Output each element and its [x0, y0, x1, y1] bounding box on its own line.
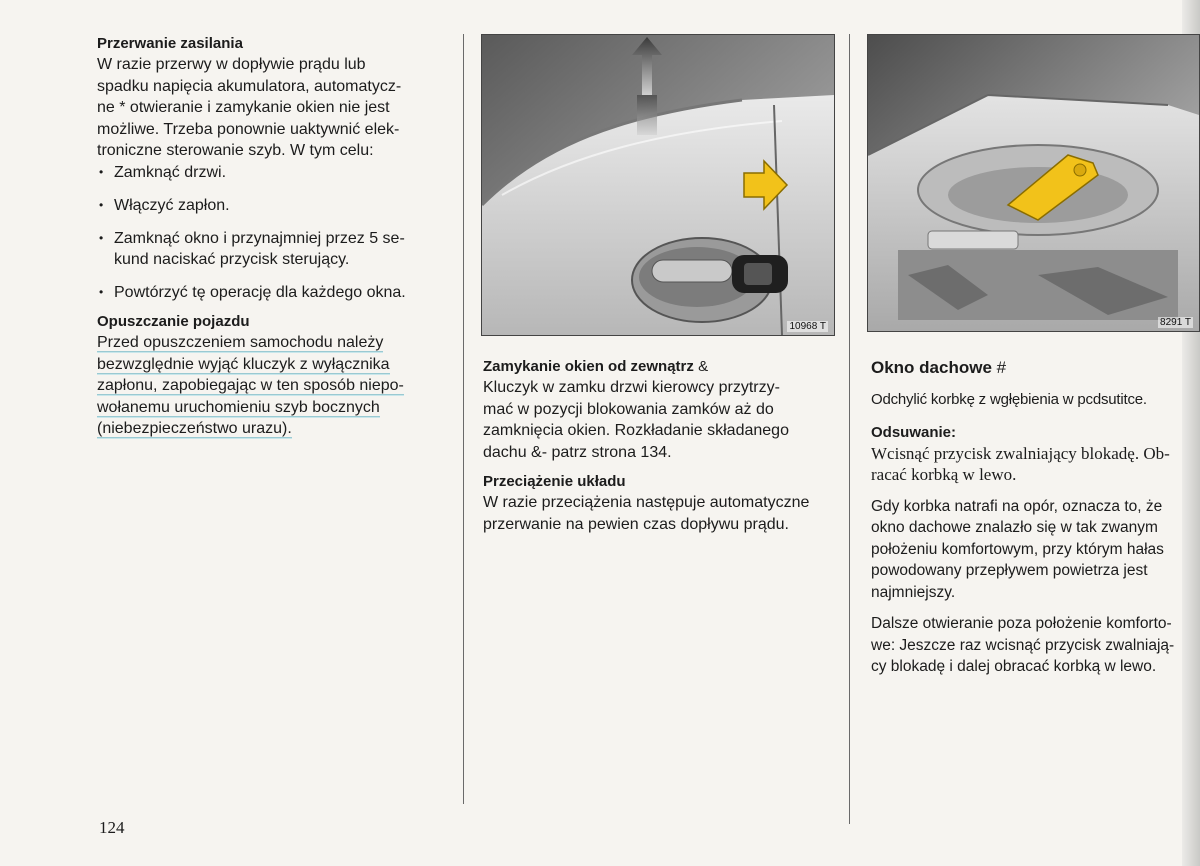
text-line: dachu &- patrz strona 134.	[483, 443, 672, 461]
column-divider	[849, 34, 850, 824]
bullet-text: • Zamknąć okno i przynajmniej przez 5 se-	[114, 229, 405, 247]
warning-line: wołanemu uruchomieniu szyb bocznych	[97, 398, 380, 416]
text-line: zamknięcia okien. Rozkładanie składanego	[483, 422, 789, 439]
text-line: we: Jeszcze raz wcisnąć przycisk zwalniają-	[871, 636, 1175, 654]
heading-power-interruption: Przerwanie zasilania	[97, 35, 243, 52]
text-line: Wcisnąć przycisk zwalniający blokadę. Ob-	[871, 443, 1170, 463]
right-column	[871, 357, 1196, 678]
bullet-text: Włączyć zapłon.	[114, 197, 230, 214]
warning-line: zapłonu, zapobiegając w ten sposób niepo-	[97, 377, 404, 394]
text-line: możliwe. Trzeba ponownie uaktywnić elek-	[97, 120, 400, 138]
text-line: najmniejszy.	[871, 583, 956, 601]
figure-door-lock	[481, 34, 835, 336]
figure-id-label: 8291 T	[1160, 317, 1191, 328]
heading-text: Zamykanie okien od zewnątrz	[483, 358, 694, 375]
para-further-opening	[871, 613, 1196, 678]
bullet-text: kund naciskać przycisk sterujący.	[114, 251, 350, 268]
text-line: W razie przeciążenia następuje automatyczne	[483, 494, 810, 511]
text-line: Dalsze otwieranie poza położenie komforto-	[871, 615, 1172, 632]
text-line: spadku napięcia akumulatora, automatycz-	[97, 77, 402, 95]
text-line: okno dachowe znalazło się w tak zwanym	[871, 519, 1158, 536]
bullet-ignition-on	[97, 195, 442, 217]
left-column	[97, 34, 442, 440]
text-line: powodowany przepływem powietrza jest	[871, 562, 1148, 579]
figure-id-label: 10968 T	[789, 321, 826, 332]
text-line: ne * otwieranie i zamykanie okien nie jest	[97, 99, 390, 116]
bullet-close-doors	[97, 162, 442, 184]
heading-system-overload: Przeciążenie układu	[483, 473, 626, 490]
warning-line: (niebezpieczeństwo urazu).	[97, 420, 292, 437]
middle-column	[483, 357, 828, 535]
text-line: Kluczyk w zamku drzwi kierowcy przytrzy-	[483, 379, 780, 396]
para-power-interruption	[97, 54, 442, 162]
para-comfort-position	[871, 496, 1196, 604]
text-line: cy blokadę i dalej obracać korbką w lewo.	[871, 658, 1157, 675]
door-lock-illustration	[482, 35, 834, 335]
warning-line: bezwzględnie wyjąć kluczyk z wyłącznika	[97, 355, 390, 373]
bullet-repeat	[97, 282, 442, 304]
warning-leaving-vehicle	[97, 332, 442, 440]
sunroof-crank-illustration	[868, 35, 1199, 331]
bullet-close-window	[97, 228, 442, 271]
bullet-text: Zamknąć drzwi.	[114, 163, 227, 181]
heading-leaving-vehicle: Opuszczanie pojazdu	[97, 313, 250, 330]
heading-close-windows-outside	[483, 357, 828, 376]
heading-text: Okno dachowe	[871, 358, 992, 377]
text-line: mać w pozycji blokowania zamków aż do	[483, 400, 774, 418]
warning-line: Przed opuszczeniem samochodu należy	[97, 334, 384, 351]
text-line: Gdy korbka natrafi na opór, oznacza to, że	[871, 497, 1163, 515]
text-line: troniczne sterowanie szyb. W tym celu:	[97, 142, 374, 159]
heading-suffix: &	[693, 358, 709, 375]
heading-sunroof	[871, 357, 1196, 379]
text-line: racać korbką w lewo.	[871, 465, 1017, 484]
text-line: W razie przerwy w dopływie prądu lub	[97, 56, 366, 73]
text-line: położeniu komfortowym, przy którym hałas	[871, 540, 1164, 558]
heading-sliding: Odsuwanie:	[871, 423, 957, 441]
heading-suffix: #	[991, 358, 1007, 377]
text-line: Odchylić korbkę z wgłębienia w pcdsutitce.	[871, 391, 1147, 408]
column-divider	[463, 34, 464, 804]
text-line: przerwanie na pewien czas dopływu prądu.	[483, 515, 789, 533]
figure-sunroof-crank	[867, 34, 1200, 332]
page-number: 124	[99, 818, 125, 837]
bullet-text: Powtórzyć tę operację dla każdego okna.	[114, 283, 406, 301]
